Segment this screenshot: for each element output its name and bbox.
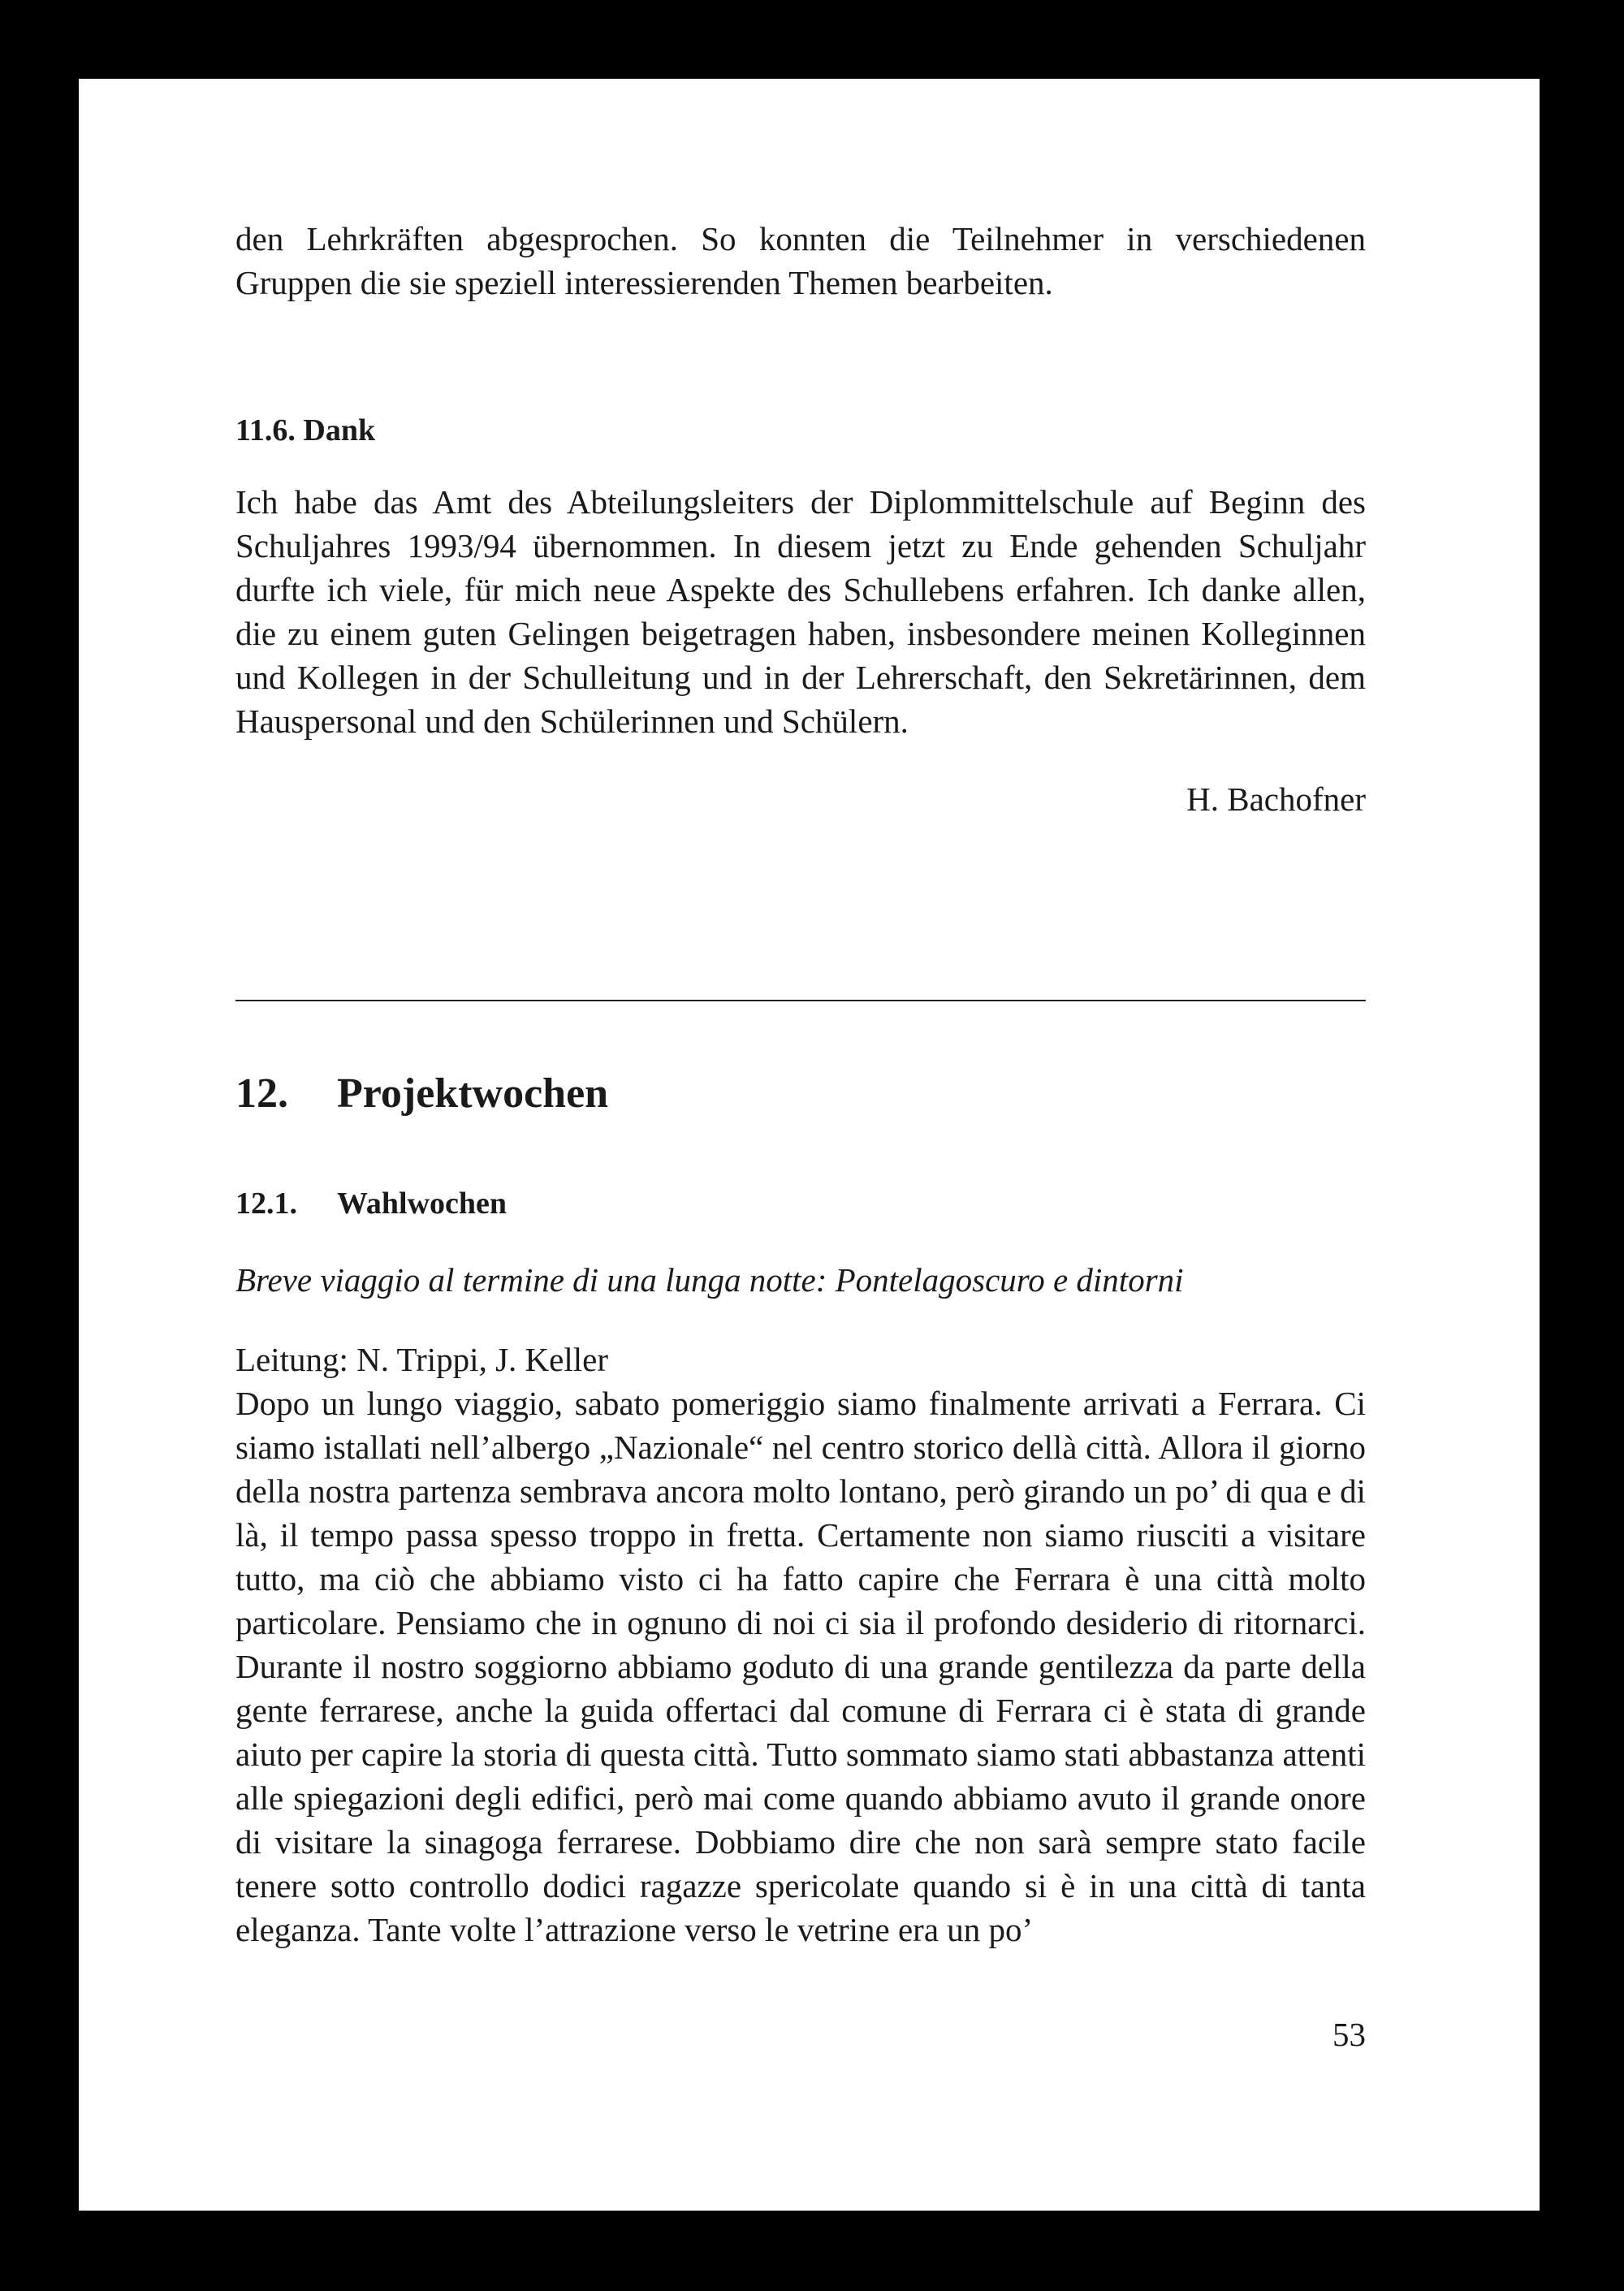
project-paragraph: Dopo un lungo viaggio, sabato pomeriggio siamo finalmente arrivati a Ferrara. Ci siamo istallati nell’albergo „Nazionale“ nel centro storico dellà città. Allora il giorno della nostra partenza sembrava ancora molto lontano, però girando un po’ di qua e di là, il tempo passa spesso troppo in fretta. Certamente non siamo riusciti a visitare tutto, ma ciò che abbiamo visto ci ha fatto capire che Ferrara è una città molto particolare. Pensiamo che in ognuno di noi ci sia il profondo desiderio di ritornarci. Durante il nostro soggiorno abbiamo goduto di una grande gentilezza da parte della gente ferrarese, anche la guida offertaci dal comune di Ferrara ci è stata di grande aiuto per capire la storia di questa città. Tutto sommato siamo stati abbastanza attenti alle spiegazioni degli edifici, però mai come quando abbiamo avuto il grande onore di visitare la sinagoga ferrarese. Dobbiamo dire che non sarà sempre stato facile tenere sotto controllo dodici ragazze spericolate quando si è in una città di tanta eleganza. Tante volte l’attrazione verso le vetrine era un po’ — [235, 1385, 1366, 1948]
page-number: 53 — [1332, 2016, 1366, 2053]
section-divider — [235, 1000, 1366, 1001]
subsection-heading — [235, 1183, 1366, 1224]
chapter-heading — [235, 1068, 1366, 1120]
project-title: Breve viaggio al termine di una lunga notte: Pontelagoscuro e dintorni — [235, 1261, 1184, 1299]
subsection-number: 12.1. — [235, 1187, 297, 1221]
section-heading-dank: 11.6. Dank — [235, 413, 376, 447]
document-page — [79, 79, 1540, 2211]
chapter-number: 12. — [235, 1070, 288, 1117]
dank-paragraph: Ich habe das Amt des Abteilungsleiters der Diplommittelschule auf Beginn des Schuljahres 1993/94 übernommen. In diesem jetzt zu Ende gehenden Schuljahr durfte ich viele, für mich neue Aspekte des Schullebens erfahren. Ich danke allen, die zu einem guten Gelingen beigetragen haben, insbesondere meinen Kolleginnen und Kollegen in der Schulleitung und in der Lehrerschaft, den Sekretärinnen, dem Hauspersonal und den Schülerinnen und Schülern. — [235, 483, 1366, 740]
signature: H. Bachofner — [1186, 780, 1366, 818]
chapter-title: Projektwochen — [337, 1070, 609, 1117]
subsection-title: Wahlwochen — [337, 1187, 508, 1221]
project-leitung: Leitung: N. Trippi, J. Keller — [235, 1341, 608, 1378]
intro-paragraph: den Lehrkräften abgesprochen. So konnten die Teilnehmer in verschiedenen Gruppen die sie speziell interessierenden Themen bearbeiten. — [235, 220, 1366, 301]
